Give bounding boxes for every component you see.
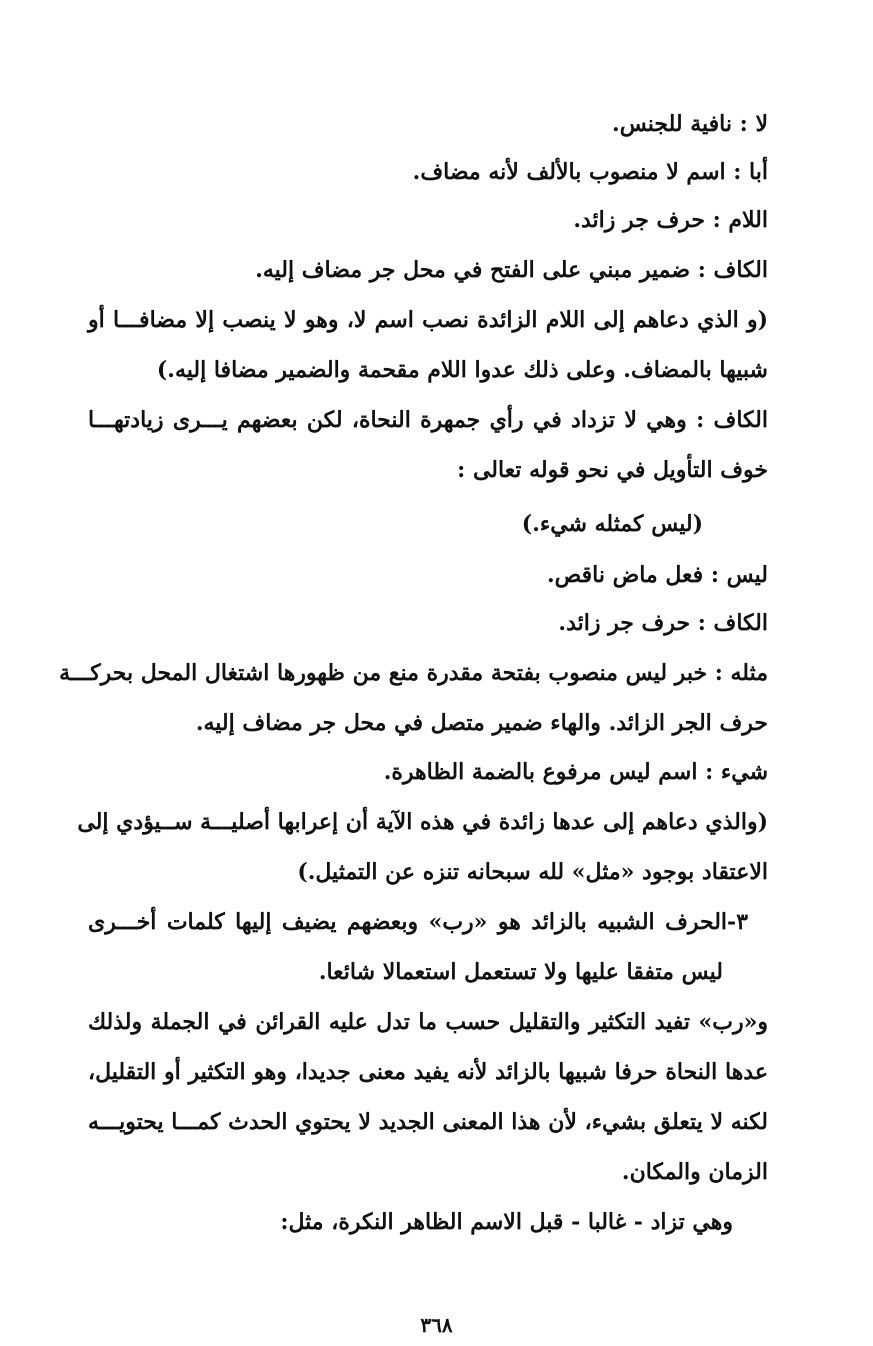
text-line: الكاف : حرف جر زائد. — [558, 610, 768, 636]
text-line: ليس متفقا عليها ولا تستعمل استعمالا شائعا. — [318, 959, 723, 985]
text-line: الاعتقاد بوجود «مثل» لله سبحانه تنزه عن التمثيل.) — [297, 859, 768, 885]
text-line: (والذي دعاهم إلى عدها زائدة في هذه الآية أن إعرابها أصليـــة ســيؤدي إلى — [77, 809, 768, 835]
text-line: خوف التأويل في نحو قوله تعالى : — [457, 457, 768, 483]
text-line: وهي تزاد - غالبا - قبل الاسم الظاهر النكرة، مثل: — [280, 1209, 733, 1235]
page-number: ٣٦٨ — [420, 1313, 453, 1337]
text-line: أبا : اسم لا منصوب بالألف لأنه مضاف. — [412, 159, 768, 185]
text-line: شبيها بالمضاف. وعلى ذلك عدوا اللام مقحمة والضمير مضافا إليه.) — [156, 357, 768, 383]
text-line: مثله : خبر ليس منصوب بفتحة مقدرة منع من ظهورها اشتغال المحل بحركـــة — [59, 660, 768, 686]
verse-line: (ليس كمثله شيء.) — [521, 511, 703, 537]
text-line: اللام : حرف جر زائد. — [573, 207, 768, 233]
text-line: لكنه لا يتعلق بشيء، لأن هذا المعنى الجديد لا يحتوي الحدث كمـــا يحتويـــه — [88, 1109, 768, 1135]
text-line: ٣-الحرف الشبيه بالزائد هو «رب» وبعضهم يضيف إليها كلمات أخـــرى — [88, 909, 749, 935]
text-line: شيء : اسم ليس مرفوع بالضمة الظاهرة. — [383, 759, 768, 785]
text-line: (و الذي دعاهم إلى اللام الزائدة نصب اسم لا، وهو لا ينصب إلا مضافـــا أو — [88, 307, 768, 333]
text-line: ليس : فعل ماض ناقص. — [547, 562, 768, 588]
text-line: لا : نافية للجنس. — [612, 111, 768, 137]
text-line: الكاف : وهي لا تزداد في رأي جمهرة النحاة، لكن بعضهم يـــرى زيادتهـــا — [88, 407, 768, 433]
text-line: عدها النحاة حرفا شبيها بالزائد لأنه يفيد معنى جديدا، وهو التكثير أو التقليل، — [88, 1059, 768, 1085]
text-line: الزمان والمكان. — [621, 1159, 768, 1185]
text-line: حرف الجر الزائد. والهاء ضمير متصل في محل جر مضاف إليه. — [195, 710, 768, 736]
text-line: و«رب» تفيد التكثير والتقليل حسب ما تدل عليه القرائن في الجملة ولذلك — [88, 1009, 768, 1035]
text-line: الكاف : ضمير مبني على الفتح في محل جر مضاف إليه. — [255, 257, 768, 283]
